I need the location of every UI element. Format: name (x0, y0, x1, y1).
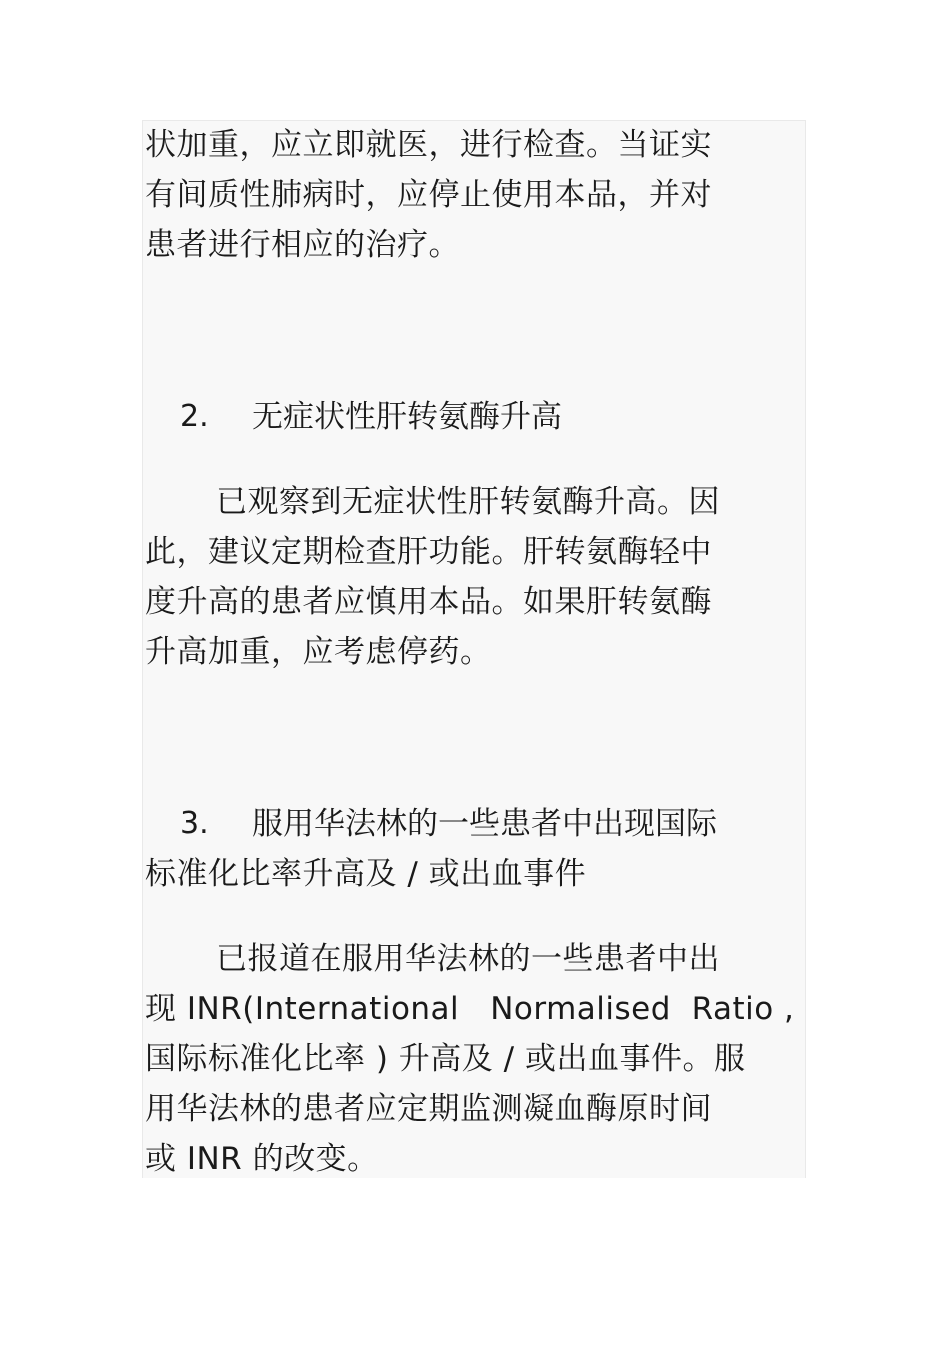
section-3-title-line-1: 服用华法林的一些患者中出现国际 (252, 806, 717, 842)
section-3-title-line-2: 标准化比率升高及 / 或出血事件 (145, 856, 587, 892)
section-2-line-2: 此，建议定期检查肝功能。肝转氨酶轻中 (145, 534, 712, 570)
section-3-number: 3. (180, 806, 209, 841)
section-3-line-1: 已报道在服用华法林的一些患者中出 (216, 941, 720, 977)
section-2-number: 2. (180, 399, 209, 434)
section-2-line-3: 度升高的患者应慎用本品。如果肝转氨酶 (145, 584, 712, 620)
intro-line-2: 有间质性肺病时，应停止使用本品，并对 (145, 177, 712, 213)
intro-line-1: 状加重，应立即就医，进行检查。当证实 (145, 127, 712, 163)
section-3-line-2: 现 INR(International Normalised Ratio , (145, 991, 795, 1027)
section-3-line-4: 用华法林的患者应定期监测凝血酶原时间 (145, 1091, 712, 1127)
intro-line-3: 患者进行相应的治疗。 (145, 227, 460, 263)
section-2-line-1: 已观察到无症状性肝转氨酶升高。因 (216, 484, 720, 520)
section-3-line-5: 或 INR 的改变。 (145, 1141, 379, 1177)
section-2-title: 无症状性肝转氨酶升高 (252, 399, 562, 435)
section-3-line-3: 国际标准化比率 ) 升高及 / 或出血事件。服 (145, 1041, 746, 1077)
section-2-line-4: 升高加重，应考虑停药。 (145, 634, 492, 670)
